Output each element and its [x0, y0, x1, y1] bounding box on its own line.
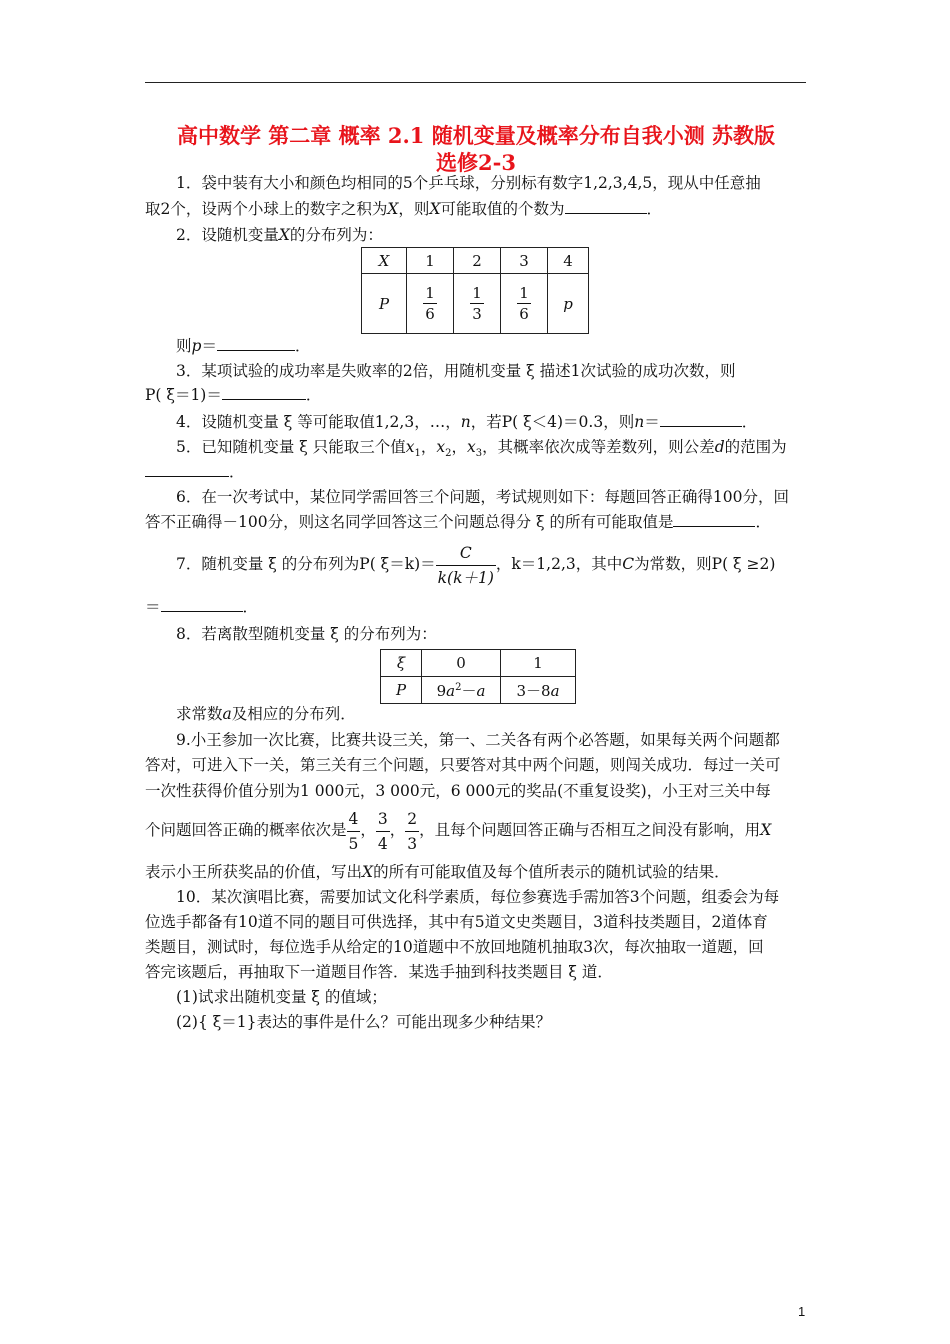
table-cell: 3 [501, 248, 548, 274]
q10-part1: (1)试求出随机变量 ξ 的值域； [176, 988, 387, 1006]
header-rule [145, 82, 806, 83]
q5-line1: 5．已知随机变量 ξ 只能取三个值$x_1$，$x_2$，$x_3$，其概率依次成等差数列，则公差d的范围为 [176, 438, 787, 460]
q6-line1: 6．在一次考试中，某位同学需回答三个问题，考试规则如下：每题回答正确得100分，回 [176, 488, 789, 506]
q6-line2: 答不正确得－100分，则这名同学回答这三个问题总得分 ξ 的所有可能取值是 ． [145, 513, 771, 531]
q10-line4: 答完该题后，再抽取下一道题目作答．某选手抽到科技类题目 ξ 道． [145, 963, 613, 981]
q9-line4: 个问题回答正确的概率依次是 $\frac{4}{5}$ ， $\frac{3}{4}$ ， $\frac{2}{3}$ ，且每个问题回答正确与否相互之间没有影响，用X [145, 809, 772, 853]
table-cell: $\frac{1}{3}$ [454, 274, 501, 334]
answer-blank[interactable] [217, 335, 295, 351]
table-cell: 1 [407, 248, 454, 274]
table-cell: 0 [422, 650, 501, 677]
table-cell: $\frac{1}{6}$ [501, 274, 548, 334]
table-cell: 3－8a [501, 677, 576, 704]
q4-line: 4．设随机变量 ξ 等可能取值1,2,3，…，n，若P( ξ＜4)＝0.3，则n＝ ． [176, 413, 758, 431]
q10-line2: 位选手都备有10道不同的题目可供选择，其中有5道文史类题目，3道科技类题目，2道体育 [145, 913, 768, 931]
table-cell: 4 [548, 248, 589, 274]
q7-line1: 7．随机变量 ξ 的分布列为P( ξ＝k)＝ $\frac{C}{k(k+1)}$ ，k＝1,2,3，其中C为常数，则P( ξ ≥2) [176, 543, 776, 587]
doc-title-line2: 选修2-3 [436, 150, 516, 175]
q2-distribution-table [361, 247, 589, 334]
table-cell: P [378, 294, 390, 313]
q9-line1: 9.小王参加一次比赛，比赛共设三关，第一、二关各有两个必答题，如果每关两个问题都 [176, 731, 780, 749]
q5-line2: ． [145, 461, 809, 483]
answer-blank[interactable] [660, 411, 742, 427]
q3-line1: 3．某项试验的成功率是失败率的2倍，用随机变量 ξ 描述1次试验的成功次数，则 [176, 362, 736, 380]
table-cell: ξ [396, 654, 406, 672]
table-cell: 1 [501, 650, 576, 677]
table-cell: $9a^2-a$ [422, 677, 501, 704]
answer-blank[interactable] [145, 461, 229, 477]
q8-distribution-table [380, 649, 576, 704]
doc-title-line1: 高中数学 第二章 概率 2.1 随机变量及概率分布自我小测 苏教版 [176, 123, 776, 148]
table-cell: P [395, 681, 407, 699]
q10-line1: 10．某次演唱比赛，需要加试文化科学素质，每位参赛选手需加答3个问题，组委会为每 [176, 888, 780, 906]
q2-line: 2．设随机变量X的分布列为： [176, 226, 383, 244]
answer-blank[interactable] [222, 384, 306, 400]
answer-blank[interactable] [673, 511, 755, 527]
q8-line: 8．若离散型随机变量 ξ 的分布列为： [176, 625, 437, 643]
q1-line1: 1．袋中装有大小和颜色均相同的5个乒乓球，分别标有数字1,2,3,4,5，现从中任意抽 [176, 174, 761, 192]
q10-part2: (2){ ξ＝1}表达的事件是什么？可能出现多少种结果？ [176, 1013, 552, 1031]
q7-line2: ＝ ． [145, 598, 259, 616]
page-number: 1 [798, 1304, 806, 1319]
table-cell: $\frac{1}{6}$ [407, 274, 454, 334]
q8-after: 求常数a及相应的分布列． [176, 705, 356, 723]
answer-blank[interactable] [565, 198, 647, 214]
q3-line2: P( ξ＝1)＝ ． [145, 386, 322, 404]
q2-after: 则p＝ ． [176, 337, 311, 355]
q10-line3: 类题目，测试时，每位选手从给定的10道题中不放回地随机抽取3次，每次抽取一道题，回 [145, 938, 764, 956]
q9-line2: 答对，可进入下一关，第三关有三个问题，只要答对其中两个问题，则闯关成功．每过一关可 [145, 756, 781, 774]
table-cell: p [563, 294, 573, 313]
q9-line5: 表示小王所获奖品的价值，写出X的所有可能取值及每个值所表示的随机试验的结果． [145, 863, 730, 881]
q1-line2: 取2个，设两个小球上的数字之积为X，则X可能取值的个数为 ． [145, 200, 663, 218]
answer-blank[interactable] [161, 596, 243, 612]
table-cell: 2 [454, 248, 501, 274]
table-cell: X [378, 251, 390, 270]
q9-line3: 一次性获得价值分别为1 000元，3 000元，6 000元的奖品(不重复设奖)，小王对三关中每 [145, 782, 771, 800]
